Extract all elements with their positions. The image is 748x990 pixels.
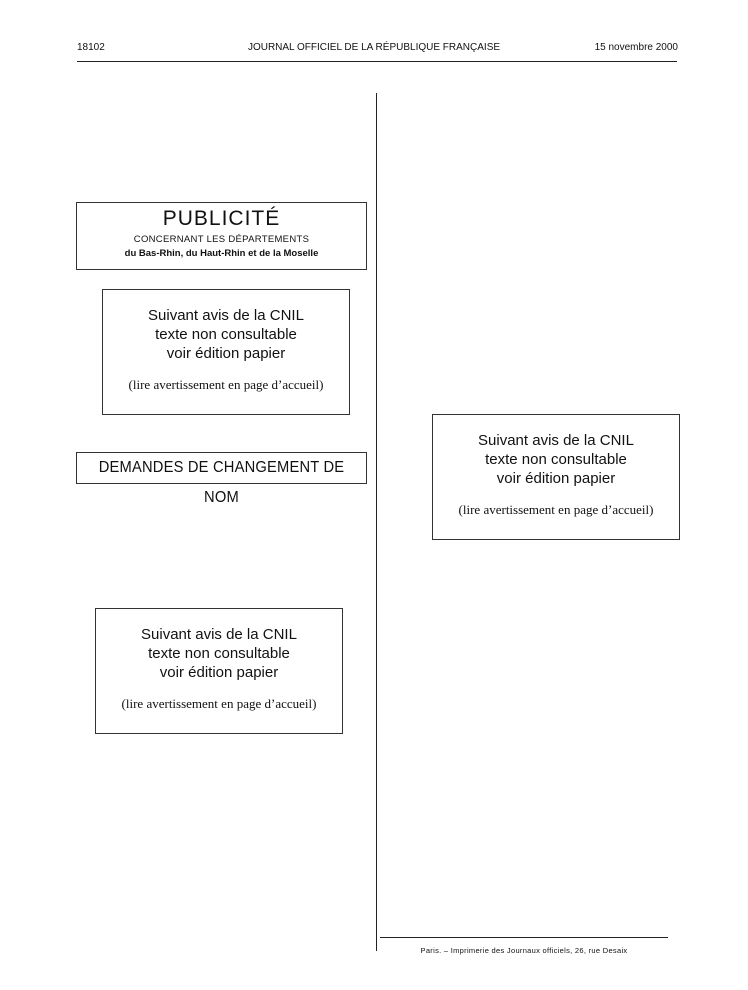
cnil-notice-line: voir édition papier [166,345,286,362]
footer-imprint: Paris. – Imprimerie des Journaux officiels, 26, rue Desaix [420,946,628,955]
footer-rule [380,937,668,938]
publicite-subtitle: CONCERNANT LES DÉPARTEMENTS [133,234,310,245]
header-rule [77,61,677,62]
publicite-title: PUBLICITÉ [162,207,281,230]
cnil-notice-line: Suivant avis de la CNIL [478,432,634,449]
cnil-notice-note: (lire avertissement en page d’accueil) [458,502,654,517]
cnil-notice-note: (lire avertissement en page d’accueil) [121,696,317,711]
section-title: DEMANDES DE CHANGEMENT DE NOM [98,459,345,506]
cnil-notice-line: voir édition papier [159,664,279,681]
section-title-box [76,452,367,506]
cnil-notice-line: voir édition papier [496,470,616,487]
cnil-notice [432,414,680,540]
page-number: 18102 [77,42,105,53]
cnil-notice-line: texte non consultable [148,645,290,662]
issue-date: 15 novembre 2000 [594,42,678,53]
cnil-notice [102,289,350,415]
publicite-box [76,202,367,270]
cnil-notice-line: Suivant avis de la CNIL [141,626,297,643]
cnil-notice-line: Suivant avis de la CNIL [148,307,304,324]
publicite-departments: du Bas-Rhin, du Haut-Rhin et de la Moselle [124,248,319,259]
cnil-notice-note: (lire avertissement en page d’accueil) [128,377,324,392]
cnil-notice [95,608,343,734]
column-divider [376,93,377,951]
cnil-notice-line: texte non consultable [155,326,297,343]
cnil-notice-line: texte non consultable [485,451,627,468]
journal-title: JOURNAL OFFICIEL DE LA RÉPUBLIQUE FRANÇAISE [247,42,501,53]
